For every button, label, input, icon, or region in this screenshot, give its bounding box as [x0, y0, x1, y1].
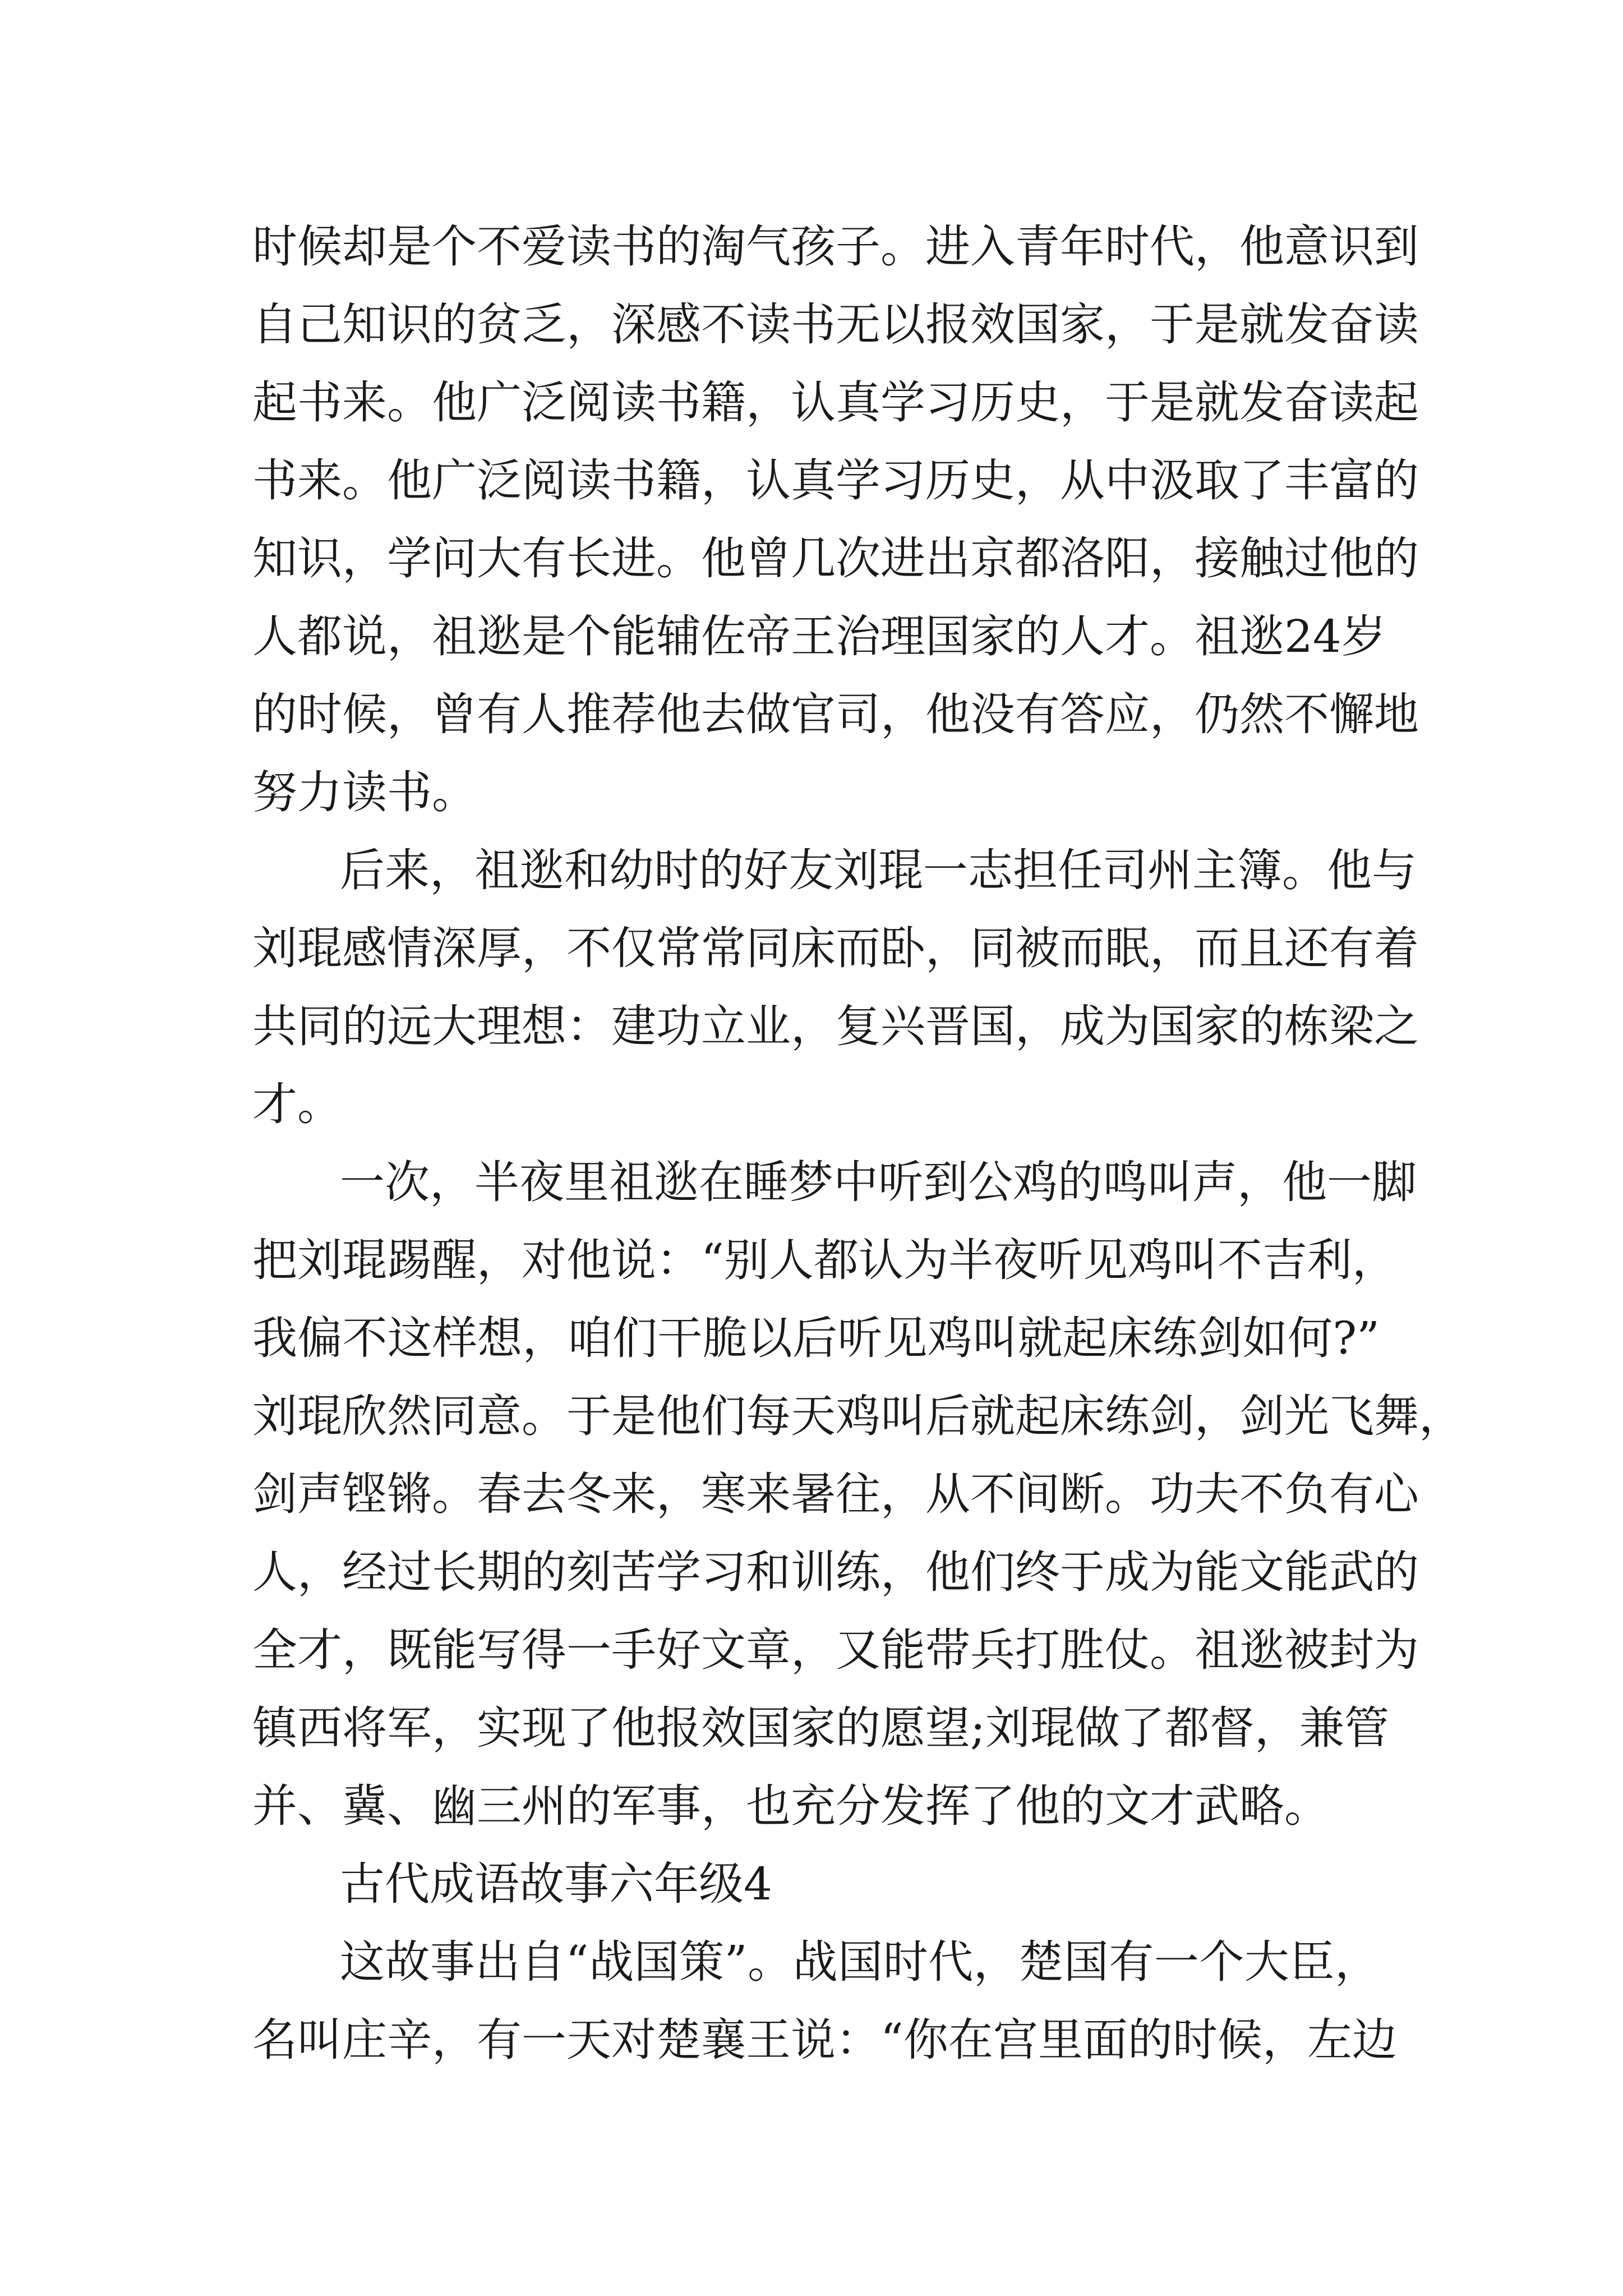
text-line: 全才，既能写得一手好文章，又能带兵打胜仗。祖逖被封为 — [252, 1624, 1419, 1676]
document-body — [252, 208, 1464, 2079]
text-line: 努力读书。 — [252, 766, 477, 818]
text-line: 名叫庄辛，有一天对楚襄王说：“你在宫里面的时候，左边 — [252, 2014, 1397, 2066]
text-line: 刘琨欣然同意。于是他们每天鸡叫后就起床练剑，剑光飞舞， — [252, 1390, 1464, 1442]
text-line: 人都说，祖逖是个能辅佐帝王治理国家的人才。祖逖24岁 — [252, 610, 1386, 662]
text-line: 的时候，曾有人推荐他去做官司，他没有答应，仍然不懈地 — [252, 688, 1419, 740]
section-heading: 古代成语故事六年级4 — [340, 1858, 772, 1910]
text-line: 这故事出自“战国策”。战国时代，楚国有一个大臣， — [340, 1936, 1380, 1988]
text-line: 共同的远大理想：建功立业，复兴晋国，成为国家的栋梁之 — [252, 1000, 1419, 1052]
text-line: 时候却是个不爱读书的淘气孩子。进入青年时代，他意识到 — [252, 220, 1419, 273]
text-line: 才。 — [252, 1078, 342, 1130]
text-line: 把刘琨踢醒，对他说：“别人都认为半夜听见鸡叫不吉利， — [252, 1234, 1397, 1286]
text-line: 我偏不这样想，咱们干脆以后听见鸡叫就起床练剑如何?” — [252, 1312, 1380, 1364]
text-line: 自己知识的贫乏，深感不读书无以报效国家，于是就发奋读 — [252, 298, 1419, 351]
text-line: 人，经过长期的刻苦学习和训练，他们终于成为能文能武的 — [252, 1546, 1419, 1598]
text-line: 知识，学问大有长进。他曾几次进出京都洛阳，接触过他的 — [252, 532, 1419, 585]
text-line: 并、冀、幽三州的军事，也充分发挥了他的文才武略。 — [252, 1780, 1329, 1832]
text-line: 刘琨感情深厚，不仅常常同床而卧，同被而眠，而且还有着 — [252, 922, 1419, 974]
text-line: 一次，半夜里祖逖在睡梦中听到公鸡的鸣叫声，他一脚 — [340, 1156, 1417, 1208]
text-line: 起书来。他广泛阅读书籍，认真学习历史，于是就发奋读起 — [252, 376, 1419, 429]
text-line: 剑声铿锵。春去冬来，寒来暑往，从不间断。功夫不负有心 — [252, 1468, 1419, 1520]
text-line: 镇西将军，实现了他报效国家的愿望;刘琨做了都督，兼管 — [252, 1702, 1389, 1754]
text-line: 后来，祖逖和幼时的好友刘琨一志担任司州主簿。他与 — [340, 844, 1417, 896]
text-line: 书来。他广泛阅读书籍，认真学习历史，从中汲取了丰富的 — [252, 454, 1419, 507]
